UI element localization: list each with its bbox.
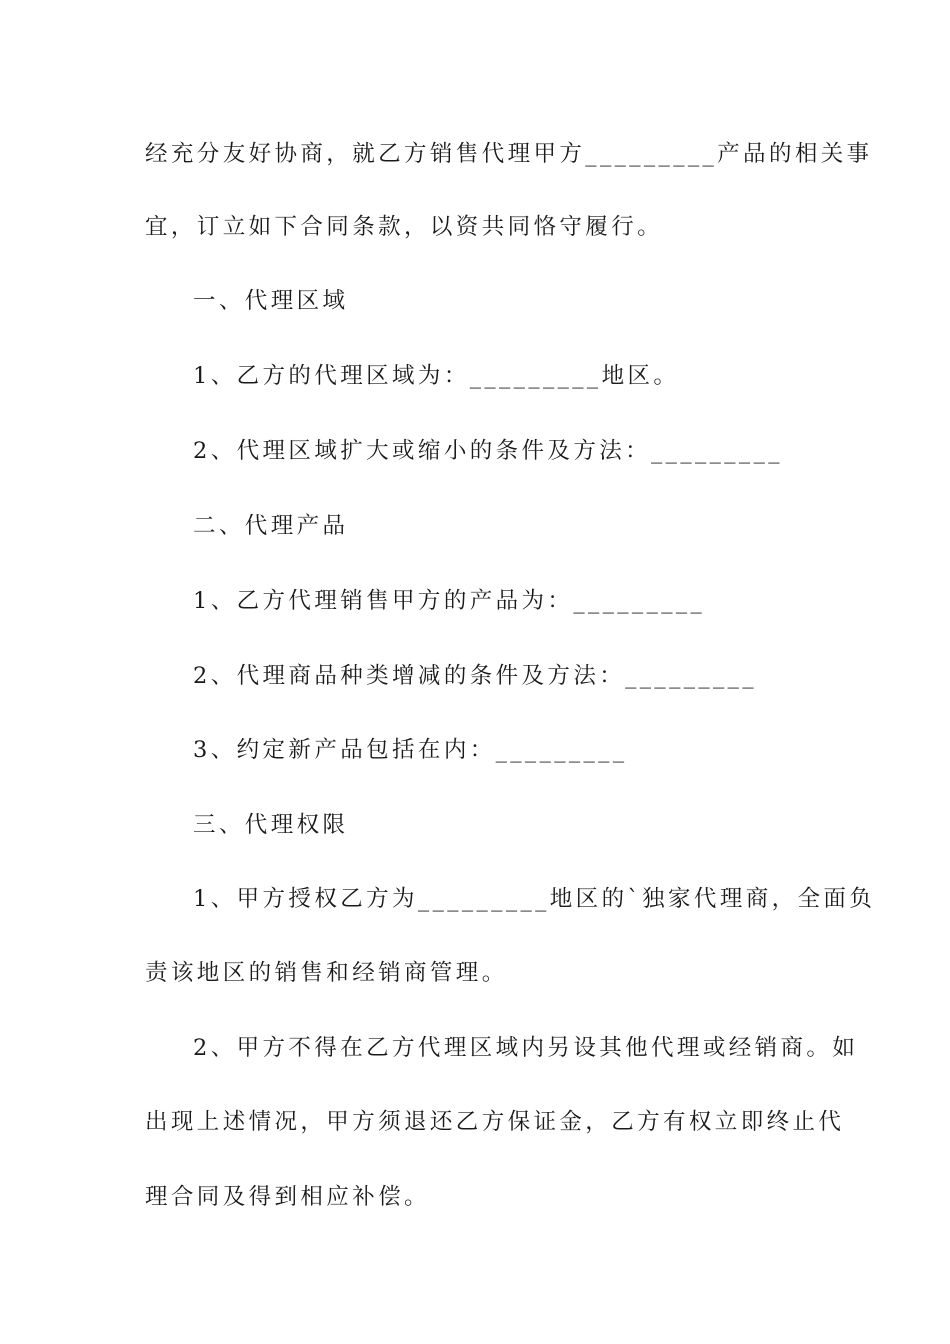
clause-authority-2-line-1: 2、甲方不得在乙方代理区域内另设其他代理或经销商。如 <box>193 1035 859 1061</box>
clause-region-2: 2、代理区域扩大或缩小的条件及方法：_________ <box>193 438 783 464</box>
clause-authority-1-line-2: 责该地区的销售和经销商管理。 <box>145 960 508 986</box>
clause-authority-1-line-1: 1、甲方授权乙方为_________地区的`独家代理商，全面负 <box>193 886 876 912</box>
clause-authority-2-line-2: 出现上述情况，甲方须退还乙方保证金，乙方有权立即终止代 <box>145 1109 845 1135</box>
clause-products-3: 3、约定新产品包括在内：_________ <box>193 737 628 763</box>
clause-authority-2-line-3: 理合同及得到相应补偿。 <box>145 1184 430 1210</box>
section-heading-agency-products: 二、代理产品 <box>193 513 349 539</box>
section-heading-agency-region: 一、代理区域 <box>193 288 349 314</box>
clause-products-1: 1、乙方代理销售甲方的产品为：_________ <box>193 588 706 614</box>
section-heading-agency-authority: 三、代理权限 <box>193 812 349 838</box>
clause-products-2: 2、代理商品种类增减的条件及方法：_________ <box>193 663 757 689</box>
paragraph-intro-line-2: 宜，订立如下合同条款，以资共同恪守履行。 <box>145 214 664 240</box>
paragraph-intro-line-1: 经充分友好协商，就乙方销售代理甲方_________产品的相关事 <box>145 141 873 167</box>
clause-region-1: 1、乙方的代理区域为：_________地区。 <box>193 363 680 389</box>
